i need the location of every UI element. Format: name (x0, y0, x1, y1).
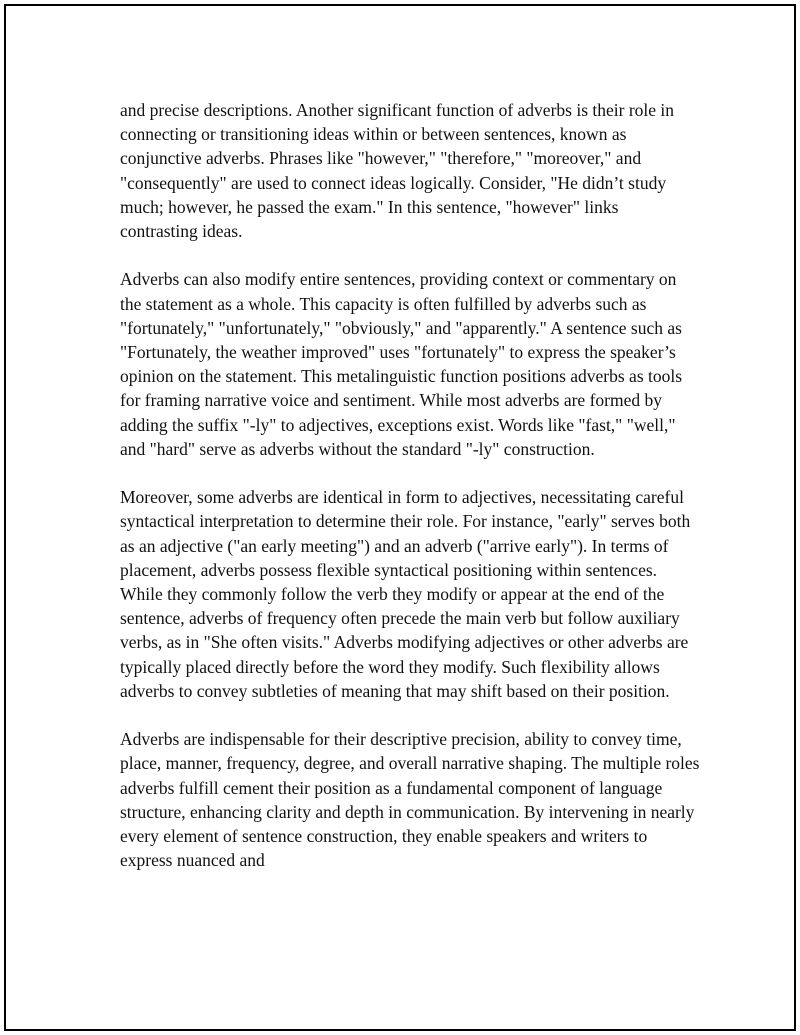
paragraph-sentence-adverbs: Adverbs can also modify entire sentences, providing context or commentary on the statement as a whole. This capacity is often fulfilled by adverbs such as "fortunately," "unfortunately," "obviously," and "apparently." A sentence such as "Fortunately, the weather improved" uses "fortunately" to express the speaker’s opinion on the statement. This metalinguistic function positions adverbs as tools for framing narrative voice and sentiment. While most adverbs are formed by adding the suffix "-ly" to adjectives, exceptions exist. Words like "fast," "well," and "hard" serve as adverbs without the standard "-ly" construction. (120, 269, 683, 459)
page-body-text (120, 98, 700, 872)
page-frame (4, 4, 796, 1031)
paragraph-adverb-placement: Moreover, some adverbs are identical in form to adjectives, necessitating careful syntactical interpretation to determine their role. For instance, "early" serves both as an adjective ("an early meeting") and an adverb ("arrive early"). In terms of placement, adverbs possess flexible syntactical positioning within sentences. While they commonly follow the verb they modify or appear at the end of the sentence, adverbs of frequency often precede the main verb but follow auxiliary verbs, as in "She often visits." Adverbs modifying adjectives or other adverbs are typically placed directly before the word they modify. Such flexibility allows adverbs to convey subtleties of meaning that may shift based on their position. (120, 487, 691, 701)
paragraph-conjunctive-adverbs: and precise descriptions. Another significant function of adverbs is their role in connecting or transitioning ideas within or between sentences, known as conjunctive adverbs. Phrases like "however," "therefore," "moreover," and "consequently" are used to connect ideas logically. Consider, "He didn’t study much; however, he passed the exam." In this sentence, "however" links contrasting ideas. (120, 100, 675, 242)
paragraph-adverb-conclusion: Adverbs are indispensable for their descriptive precision, ability to convey time, place, manner, frequency, degree, and overall narrative shaping. The multiple roles adverbs fulfill cement their position as a fundamental component of language structure, enhancing clarity and depth in communication. By intervening in nearly every element of sentence construction, they enable speakers and writers to express nuanced and (120, 729, 700, 871)
